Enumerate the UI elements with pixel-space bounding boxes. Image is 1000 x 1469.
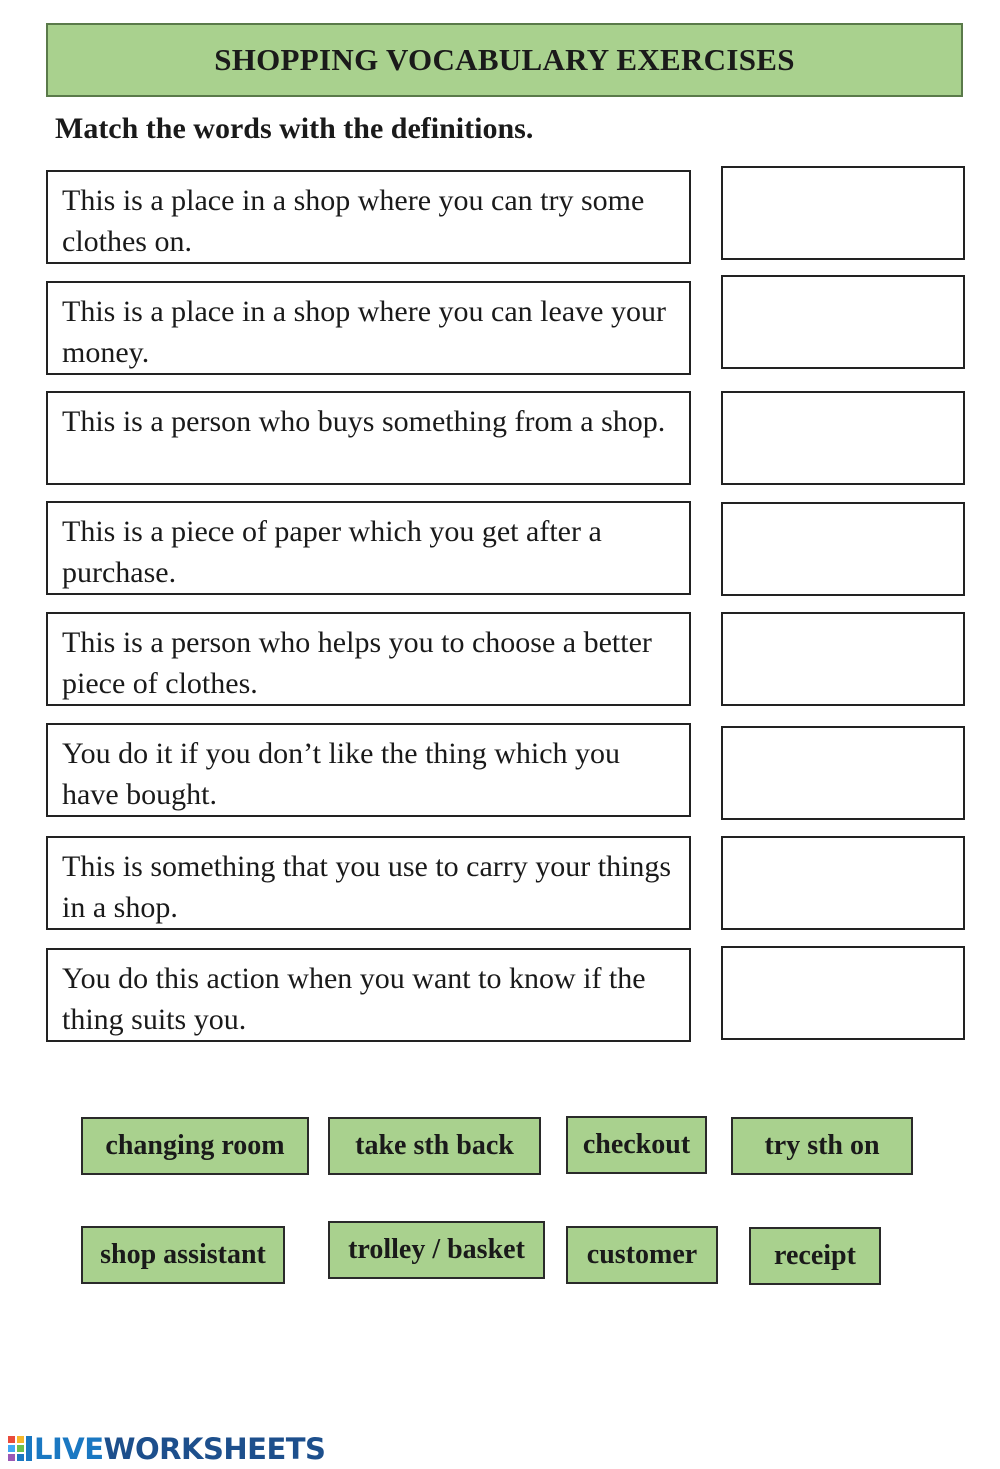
logo-text-live: LIVE: [34, 1432, 104, 1466]
word-tile-shop-assistant[interactable]: shop assistant: [81, 1226, 285, 1284]
answer-drop-box-1[interactable]: [721, 166, 965, 260]
definition-5: This is a person who helps you to choose a better piece of clothes.: [46, 612, 691, 706]
definition-3: This is a person who buys something from a shop.: [46, 391, 691, 485]
word-tile-checkout[interactable]: checkout: [566, 1116, 707, 1174]
answer-drop-box-6[interactable]: [721, 726, 965, 820]
answer-drop-box-4[interactable]: [721, 502, 965, 596]
definition-1: This is a place in a shop where you can try some clothes on.: [46, 170, 691, 264]
word-tile-changing-room[interactable]: changing room: [81, 1117, 309, 1175]
answer-drop-box-7[interactable]: [721, 836, 965, 930]
liveworksheets-logo: [8, 1432, 325, 1466]
definition-7: This is something that you use to carry your things in a shop.: [46, 836, 691, 930]
worksheet-title: SHOPPING VOCABULARY EXERCISES: [46, 23, 963, 97]
definition-2: This is a place in a shop where you can leave your money.: [46, 281, 691, 375]
logo-text-worksheets: WORKSHEETS: [103, 1432, 326, 1466]
word-tile-take-sth-back[interactable]: take sth back: [328, 1117, 541, 1175]
word-tile-try-sth-on[interactable]: try sth on: [731, 1117, 913, 1175]
answer-drop-box-8[interactable]: [721, 946, 965, 1040]
answer-drop-box-2[interactable]: [721, 275, 965, 369]
instruction-text: Match the words with the definitions.: [55, 112, 534, 145]
answer-drop-box-3[interactable]: [721, 391, 965, 485]
logo-grid-icon: [8, 1434, 34, 1464]
definition-6: You do it if you don’t like the thing which you have bought.: [46, 723, 691, 817]
word-tile-customer[interactable]: customer: [566, 1226, 718, 1284]
definition-4: This is a piece of paper which you get after a purchase.: [46, 501, 691, 595]
definition-8: You do this action when you want to know if the thing suits you.: [46, 948, 691, 1042]
answer-drop-box-5[interactable]: [721, 612, 965, 706]
word-tile-receipt[interactable]: receipt: [749, 1227, 881, 1285]
word-tile-trolley-basket[interactable]: trolley / basket: [328, 1221, 545, 1279]
